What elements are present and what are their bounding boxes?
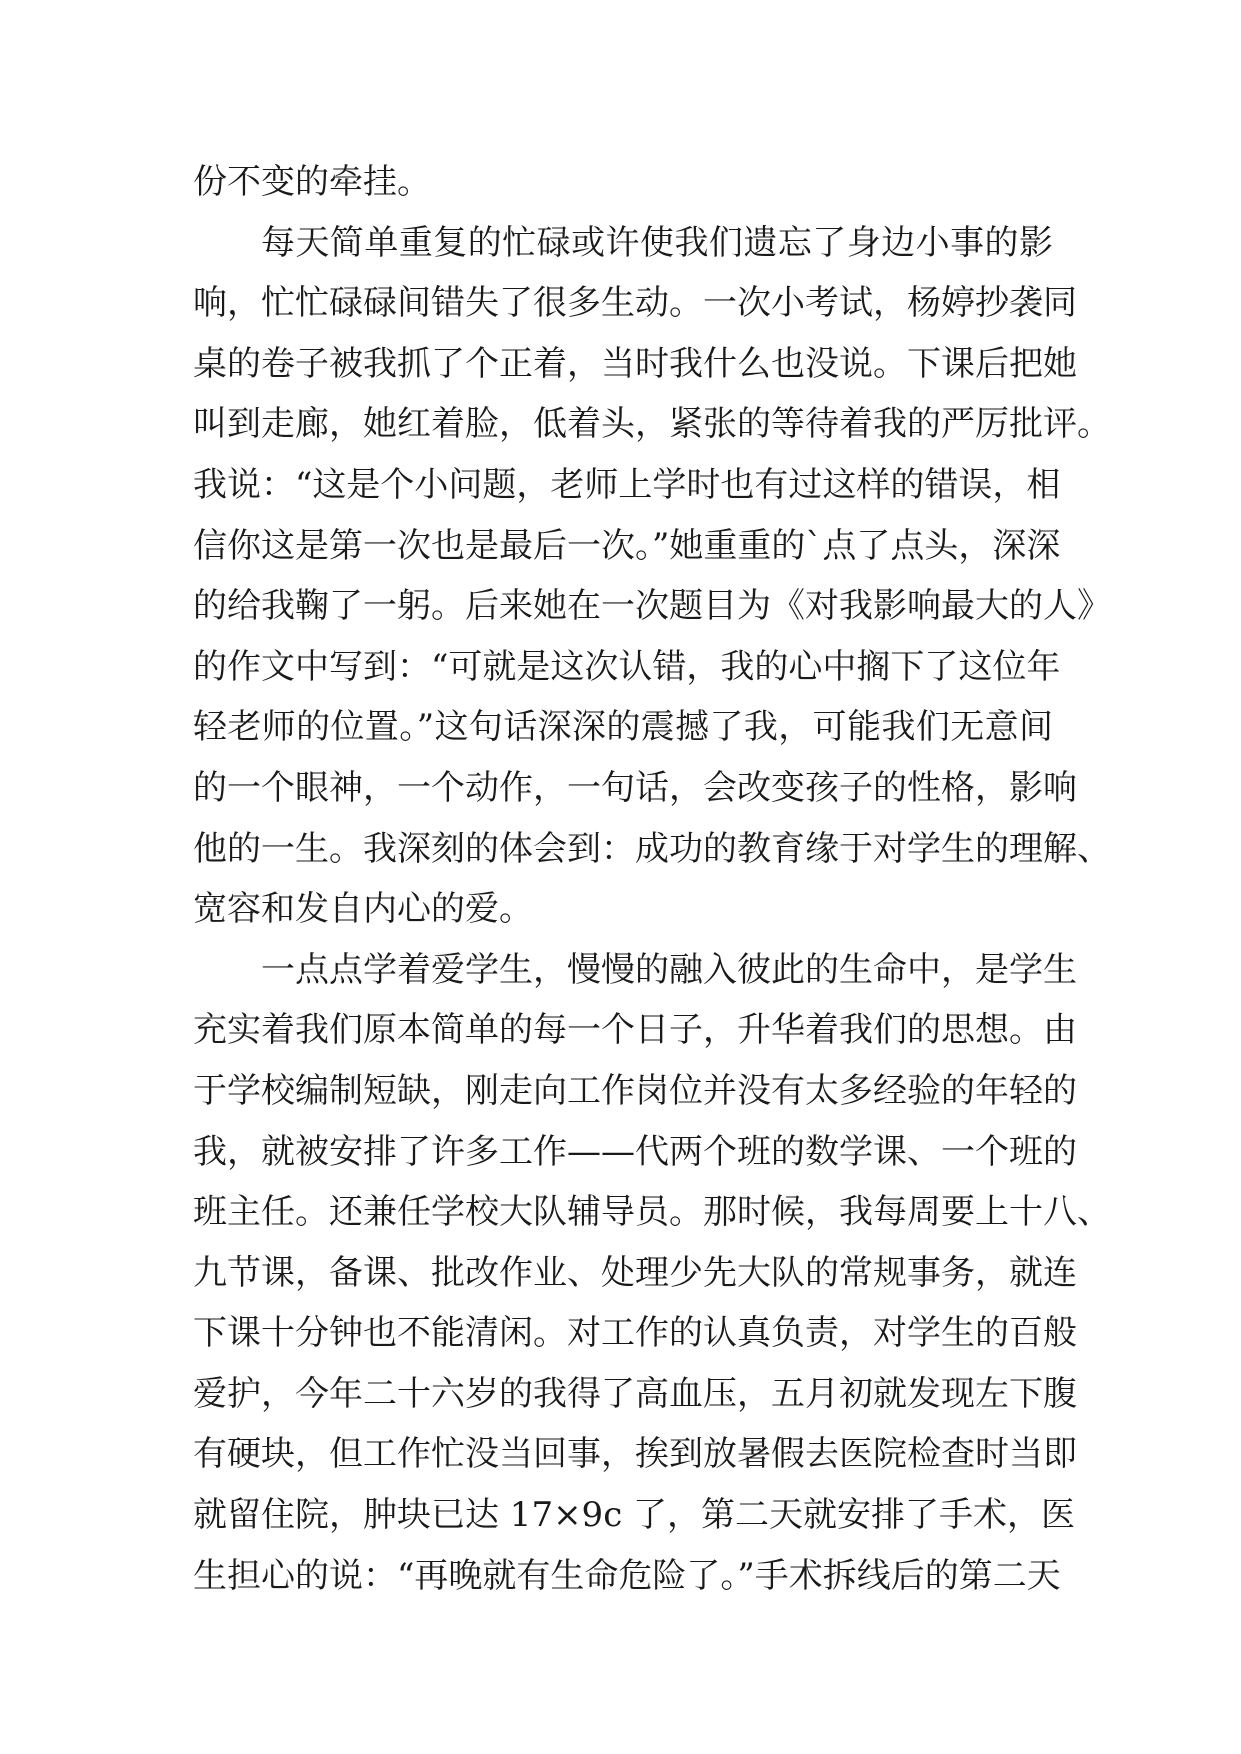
text-line: 班主任。还兼任学校大队辅导员。那时候，我每周要上十八、 bbox=[193, 1192, 1111, 1233]
text-line: 的一个眼神，一个动作，一句话，会改变孩子的性格，影响 bbox=[193, 767, 1077, 808]
paragraph-first-line: 每天简单重复的忙碌或许使我们遗忘了身边小事的影 bbox=[261, 222, 1053, 263]
paragraph-first-line: 一点点学着爱学生，慢慢的融入彼此的生命中，是学生 bbox=[261, 949, 1077, 990]
text-line: 叫到走廊，她红着脸，低着头，紧张的等待着我的严厉批评。 bbox=[193, 404, 1111, 445]
text-line: 爱护，今年二十六岁的我得了高血压，五月初就发现左下腹 bbox=[193, 1373, 1077, 1414]
text-line: 于学校编制短缺，刚走向工作岗位并没有太多经验的年轻的 bbox=[193, 1070, 1077, 1111]
text-line: 他的一生。我深刻的体会到：成功的教育缘于对学生的理解、 bbox=[193, 828, 1111, 869]
text-line: 信你这是第一次也是最后一次。”她重重的`点了点头，深深 bbox=[193, 525, 1061, 566]
text-line: 九节课，备课、批改作业、处理少先大队的常规事务，就连 bbox=[193, 1252, 1077, 1293]
text-line: 的作文中写到：“可就是这次认错，我的心中搁下了这位年 bbox=[193, 646, 1061, 687]
text-line: 响，忙忙碌碌间错失了很多生动。一次小考试，杨婷抄袭同 bbox=[193, 283, 1077, 324]
body-text bbox=[193, 152, 1111, 1606]
text-line: 宽容和发自内心的爱。 bbox=[193, 889, 533, 930]
text-line: 的给我鞠了一躬。后来她在一次题目为《对我影响最大的人》 bbox=[193, 586, 1111, 627]
text-line: 份不变的牵挂。 bbox=[193, 162, 431, 202]
text-line: 我说：“这是个小问题，老师上学时也有过这样的错误，相 bbox=[193, 464, 1061, 505]
text-line: 生担心的说：“再晚就有生命危险了。”手术拆线后的第二天 bbox=[193, 1555, 1061, 1596]
text-line: 我，就被安排了许多工作——代两个班的数学课、一个班的 bbox=[193, 1131, 1077, 1172]
text-line: 轻老师的位置。”这句话深深的震撼了我，可能我们无意间 bbox=[193, 707, 1053, 748]
text-line: 充实着我们原本简单的每一个日子，升华着我们的思想。由 bbox=[193, 1010, 1077, 1051]
text-line: 就留住院，肿块已达 17×9c 了，第二天就安排了手术，医 bbox=[193, 1495, 1076, 1536]
text-line: 桌的卷子被我抓了个正着，当时我什么也没说。下课后把她 bbox=[193, 343, 1077, 384]
text-line: 下课十分钟也不能清闲。对工作的认真负责，对学生的百般 bbox=[193, 1313, 1077, 1354]
text-line: 有硬块，但工作忙没当回事，挨到放暑假去医院检查时当即 bbox=[193, 1434, 1077, 1475]
